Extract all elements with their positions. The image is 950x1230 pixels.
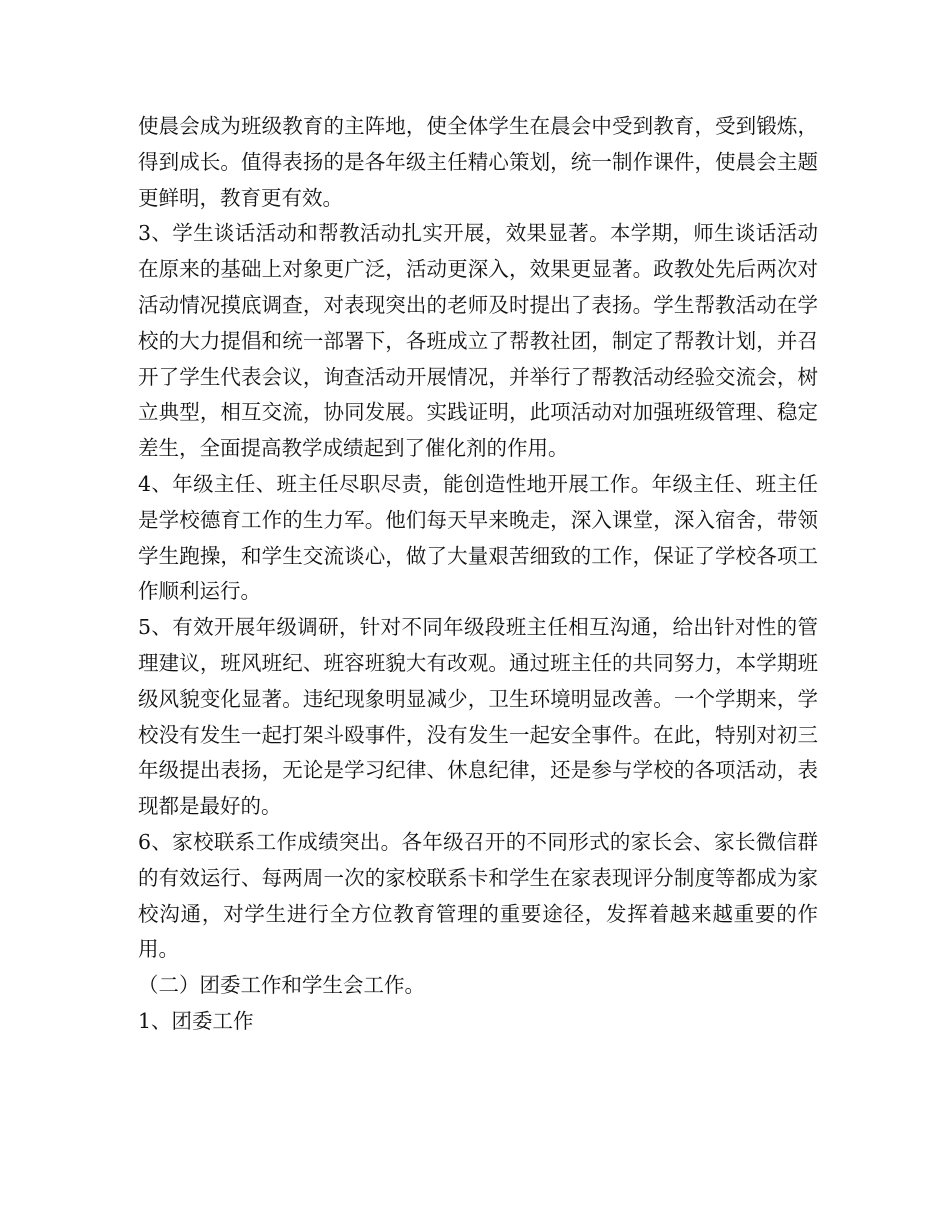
paragraph-item-4: 4、年级主任、班主任尽职尽责，能创造性地开展工作。年级主任、班主任是学校德育工作的生力军。他们每天早来晚走，深入课堂，深入宿舍，带领学生跑操，和学生交流谈心，做了大量艰苦细致的工作，保证了学校各项工作顺利运行。 [138, 471, 818, 604]
paragraph-item-6: 6、家校联系工作成绩突出。各年级召开的不同形式的家长会、家长微信群的有效运行、每两周一次的家校联系卡和学生在家表现评分制度等都成为家校沟通，对学生进行全方位教育管理的重要途径，发挥着越来越重要的作用。 [138, 829, 818, 962]
paragraph-item-5: 5、有效开展年级调研，针对不同年级段班主任相互沟通，给出针对性的管理建议，班风班纪、班容班貌大有改观。通过班主任的共同努力，本学期班级风貌变化显著。违纪现象明显减少，卫生环境明显改善。一个学期来，学校没有发生一起打架斗殴事件，没有发生一起安全事件。在此，特别对初三年级提出表扬，无论是学习纪律、休息纪律，还是参与学校的各项活动，表现都是最好的。 [138, 615, 818, 819]
section-heading-league-committee: （二）团委工作和学生会工作。 [138, 973, 425, 998]
subheading-league-work: 1、团委工作 [138, 1008, 254, 1033]
document-body [138, 109, 818, 1040]
paragraph-item-3: 3、学生谈话活动和帮教活动扎实开展，效果显著。本学期，师生谈话活动在原来的基础上对象更广泛，活动更深入，效果更显著。政教处先后两次对活动情况摸底调查，对表现突出的老师及时提出了表扬。学生帮教活动在学校的大力提倡和统一部署下，各班成立了帮教社团，制定了帮教计划，并召开了学生代表会议，询查活动开展情况，并举行了帮教活动经验交流会，树立典型，相互交流，协同发展。实践证明，此项活动对加强班级管理、稳定差生，全面提高教学成绩起到了催化剂的作用。 [138, 221, 818, 461]
paragraph-morning-meeting: 使晨会成为班级教育的主阵地，使全体学生在晨会中受到教育，受到锻炼，得到成长。值得表扬的是各年级主任精心策划，统一制作课件，使晨会主题更鲜明，教育更有效。 [138, 114, 818, 210]
